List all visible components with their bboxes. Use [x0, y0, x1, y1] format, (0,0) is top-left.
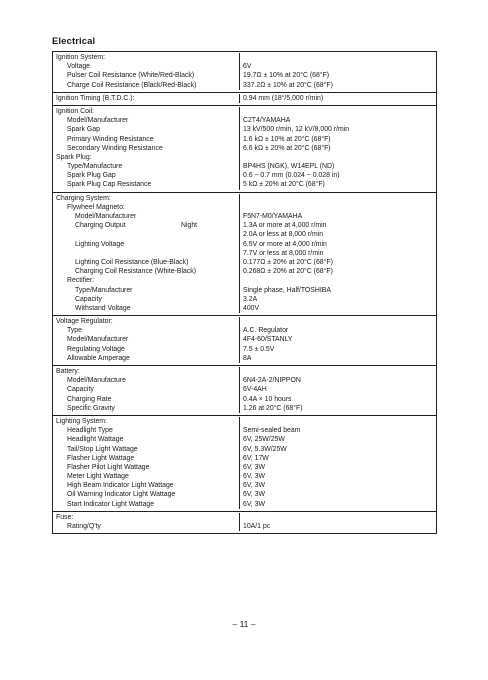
spec-label: Capacity [67, 386, 94, 394]
spec-value: 6.6 kΩ ± 20% at 20°C (68°F) [243, 144, 331, 152]
spec-value: 1.6 kΩ ± 10% at 20°C (68°F) [243, 135, 331, 143]
spec-label: Type [67, 327, 82, 335]
spec-value: 1.26 at 20°C (68°F) [243, 404, 303, 412]
spec-label: Charging Rate [67, 395, 112, 403]
spec-row [53, 135, 436, 144]
spec-value: Semi-sealed beam [243, 427, 301, 435]
spec-value: 0.94 mm (18°/5,000 r/min) [243, 94, 324, 102]
spec-label-cell [53, 513, 240, 522]
spec-value: 4F4-60/STANLY [243, 336, 293, 344]
spec-label-cell [53, 125, 240, 134]
spec-value: 7.7V or less at 8,000 r/min [243, 249, 324, 257]
spec-value [240, 203, 243, 212]
section-fuse [53, 511, 436, 533]
spec-label: Flywheel Magneto: [67, 203, 125, 211]
spec-label-cell [53, 367, 240, 376]
spec-label: Start Indicator Light Wattage [67, 500, 155, 508]
spec-row [53, 417, 436, 426]
spec-label-cell [53, 267, 240, 276]
spec-label: Model/Manufacturer [67, 117, 129, 125]
spec-value: 6V, 3W [243, 491, 265, 499]
spec-label-cell [53, 376, 240, 385]
section-ignition-system [53, 52, 436, 92]
spec-label: Oil Warning Indicator Light Wattage [67, 491, 176, 499]
spec-condition-label: Night [181, 222, 198, 230]
spec-label: High Beam Indicator Light Wattage [67, 482, 174, 490]
spec-row [53, 212, 436, 221]
spec-row [53, 481, 436, 490]
spec-label: Regulating Voltage [67, 345, 125, 353]
spec-value: 400V [243, 304, 260, 312]
spec-label: Allowable Amperage [67, 354, 130, 362]
spec-group-label: Ignition Timing (B.T.D.C.): [56, 94, 135, 102]
spec-label: Spark Plug Gap [67, 172, 116, 180]
spec-label-cell [53, 445, 240, 454]
spec-label: Lighting Coil Resistance (Blue-Black) [75, 258, 189, 266]
spec-label-cell [53, 212, 240, 221]
spec-label: Headlight Wattage [67, 436, 124, 444]
spec-row [53, 94, 436, 103]
spec-label-cell [53, 426, 240, 435]
spec-label-cell [53, 230, 240, 239]
spec-label: Flasher Light Wattage [67, 454, 135, 462]
section-voltage-regulator [53, 315, 436, 365]
spec-row [53, 295, 436, 304]
spec-label: Voltage [67, 63, 90, 71]
spec-label-cell [53, 335, 240, 344]
spec-value: Single phase, Half/TOSHIBA [243, 286, 331, 294]
spec-row [53, 367, 436, 376]
spec-label: Pulser Coil Resistance (White/Red-Black) [67, 72, 195, 80]
spec-value: 8A [243, 354, 252, 362]
spec-value: 13 kV/500 r/min, 12 kV/8,000 r/min [243, 126, 350, 134]
spec-row [53, 513, 436, 522]
spec-value: 6V-4AH [243, 386, 267, 394]
spec-label-cell [53, 417, 240, 426]
spec-label: Model/Manufacturer [67, 336, 129, 344]
spec-label: Primary Winding Resistance [67, 135, 154, 143]
spec-label: Model/Manufacture [67, 377, 126, 385]
spec-row [53, 221, 436, 230]
spec-label-cell [53, 385, 240, 394]
spec-label: Specific Gravity [67, 404, 115, 412]
spec-label-cell [53, 81, 240, 90]
spec-row [53, 395, 436, 404]
section-ignition-timing [53, 92, 436, 105]
spec-value: 6V, 3W [243, 473, 265, 481]
spec-value: 6.5V or more at 4,000 r/min [243, 240, 327, 248]
spec-label: Spark Gap [67, 126, 100, 134]
spec-label: Rating/Q'ty [67, 523, 101, 530]
spec-value: 337.2Ω ± 10% at 20°C (68°F) [243, 81, 333, 89]
spec-row [53, 171, 436, 180]
spec-label-cell [53, 249, 240, 258]
spec-group-label: Lighting System: [56, 417, 107, 425]
spec-label: Flasher Pilot Light Wattage [67, 463, 150, 471]
spec-label: Secondary Winding Resistance [67, 144, 163, 152]
spec-row [53, 490, 436, 499]
spec-value: 6V, 17W [243, 454, 269, 462]
spec-row [53, 53, 436, 62]
spec-label: Meter Light Wattage [67, 473, 129, 481]
spec-row [53, 153, 436, 162]
spec-value [240, 513, 243, 522]
spec-row [53, 404, 436, 413]
spec-value: 10A/1 pc [243, 523, 271, 530]
spec-label-cell [53, 286, 240, 295]
spec-label-cell [53, 144, 240, 153]
spec-row [53, 385, 436, 394]
spec-value: F5N7-M0/YAMAHA [243, 213, 303, 220]
spec-row [53, 345, 436, 354]
spec-row [53, 326, 436, 335]
spec-label: Type/Manufacturer [75, 286, 133, 294]
spec-label-cell [53, 135, 240, 144]
spec-label-cell [53, 326, 240, 335]
spec-label: Withstand Voltage [75, 304, 131, 312]
spec-label-cell [53, 153, 240, 162]
section-ignition-coil [53, 105, 436, 192]
spec-group-label: Ignition System: [56, 54, 106, 61]
spec-group-label: Battery: [56, 368, 80, 375]
spec-row [53, 354, 436, 363]
spec-label: Charge Coil Resistance (Black/Red-Black) [67, 81, 197, 89]
spec-row [53, 81, 436, 90]
spec-row [53, 240, 436, 249]
spec-row [53, 286, 436, 295]
spec-label-cell [53, 71, 240, 80]
spec-row [53, 144, 436, 153]
spec-label-cell [53, 171, 240, 180]
spec-label-cell [53, 463, 240, 472]
spec-label-cell [53, 240, 240, 249]
spec-row [53, 376, 436, 385]
spec-value: 6V, 25W/25W [243, 436, 285, 444]
spec-row [53, 445, 436, 454]
section-battery [53, 365, 436, 415]
spec-value: C2T4/YAMAHA [243, 117, 291, 125]
spec-label: Spark Plug Cap Resistance [67, 181, 152, 189]
spec-label-cell [53, 221, 240, 230]
spec-value: 6N4-2A-2/NIPPON [243, 377, 301, 385]
spec-group-label: Ignition Coil: [56, 107, 94, 115]
spec-label-cell [53, 404, 240, 413]
spec-label-cell [53, 295, 240, 304]
spec-label: Type/Manufacture [67, 163, 123, 171]
spec-row [53, 435, 436, 444]
spec-label-cell [53, 162, 240, 171]
spec-label: Rectifier: [67, 277, 95, 285]
spec-label-cell [53, 454, 240, 463]
spec-value: 6V, 5.3W/25W [243, 445, 287, 453]
spec-row [53, 180, 436, 189]
spec-row [53, 194, 436, 203]
spec-label-cell [53, 276, 240, 285]
spec-row [53, 162, 436, 171]
spec-row [53, 71, 436, 80]
spec-row [53, 454, 436, 463]
spec-label-cell [53, 395, 240, 404]
spec-label-cell [53, 304, 240, 313]
spec-value [240, 367, 243, 376]
spec-value: A.C. Regulator [243, 327, 289, 335]
spec-value [240, 53, 243, 62]
spec-value [240, 276, 243, 285]
spec-value: 0.177Ω ± 20% at 20°C (68°F) [243, 258, 333, 266]
spec-row [53, 203, 436, 212]
section-charging-system [53, 192, 436, 315]
spec-row [53, 472, 436, 481]
spec-row [53, 426, 436, 435]
spec-value: 6V, 3W [243, 463, 265, 471]
spec-row [53, 116, 436, 125]
spec-value [240, 417, 243, 426]
spec-group-label: Fuse: [56, 513, 74, 521]
spec-row [53, 304, 436, 313]
spec-row [53, 522, 436, 531]
spec-value [240, 194, 243, 203]
spec-value: 0.268Ω ± 20% at 20°C (68°F) [243, 268, 333, 276]
spec-row [53, 125, 436, 134]
spec-value [240, 107, 243, 116]
spec-label-cell [53, 116, 240, 125]
spec-label-cell [53, 107, 240, 116]
spec-label-cell [53, 481, 240, 490]
spec-label: Capacity [75, 295, 102, 303]
spec-value: 0.6 ~ 0.7 mm (0.024 ~ 0.028 in) [243, 172, 340, 180]
spec-label-cell [53, 522, 240, 531]
spec-value [240, 317, 243, 326]
spec-group-label: Voltage Regulator: [56, 318, 113, 326]
spec-value: 6V [243, 63, 252, 71]
spec-label-cell [53, 94, 240, 103]
electrical-spec-table [52, 51, 437, 534]
spec-value: 7.5 ± 0.5V [243, 345, 275, 353]
spec-label-cell [53, 194, 240, 203]
spec-label-cell [53, 258, 240, 267]
spec-value [240, 153, 243, 162]
spec-row [53, 107, 436, 116]
spec-label-cell [53, 180, 240, 189]
spec-value: 5 kΩ ± 20% at 20°C (68°F) [243, 181, 325, 189]
spec-value: 2.0A or less at 8,000 r/min [243, 231, 324, 239]
page-number: – 11 – [232, 619, 256, 629]
spec-row [53, 276, 436, 285]
spec-label: Charging Output [75, 222, 126, 230]
spec-label-cell [53, 354, 240, 363]
spec-row [53, 230, 436, 239]
spec-value: 1.3A or more at 4,000 r/min [243, 222, 327, 230]
spec-label-cell [53, 345, 240, 354]
spec-value: 0.4A × 10 hours [243, 395, 292, 403]
spec-group-label: Charging System: [56, 194, 111, 202]
spec-row [53, 463, 436, 472]
spec-label-cell [53, 435, 240, 444]
spec-label-cell [53, 500, 240, 509]
spec-label: Tail/Stop Light Wattage [67, 445, 138, 453]
spec-row [53, 258, 436, 267]
spec-label-cell [53, 53, 240, 62]
spec-row [53, 500, 436, 509]
spec-row [53, 62, 436, 71]
spec-row [53, 267, 436, 276]
spec-row [53, 249, 436, 258]
spec-label: Lighting Voltage [75, 240, 125, 248]
spec-value: BP4HS (NGK), W14EPL (ND) [243, 163, 335, 171]
spec-label: Charging Coil Resistance (White-Black) [75, 268, 197, 276]
spec-value: 19.7Ω ± 10% at 20°C (68°F) [243, 72, 330, 80]
spec-group-label: Spark Plug: [56, 153, 92, 161]
spec-label-cell [53, 472, 240, 481]
spec-label-cell [53, 62, 240, 71]
spec-label-cell [53, 317, 240, 326]
spec-value: 3.2A [243, 295, 258, 303]
spec-label-cell [53, 203, 240, 212]
spec-row [53, 335, 436, 344]
spec-label: Model/Manufacturer [75, 213, 137, 220]
spec-label: Headlight Type [67, 427, 113, 435]
section-lighting-system [53, 415, 436, 511]
page-title: Electrical [52, 36, 96, 47]
spec-value: 6V, 3W [243, 482, 265, 490]
spec-row [53, 317, 436, 326]
spec-value: 6V, 3W [243, 500, 265, 508]
spec-label-cell [53, 490, 240, 499]
